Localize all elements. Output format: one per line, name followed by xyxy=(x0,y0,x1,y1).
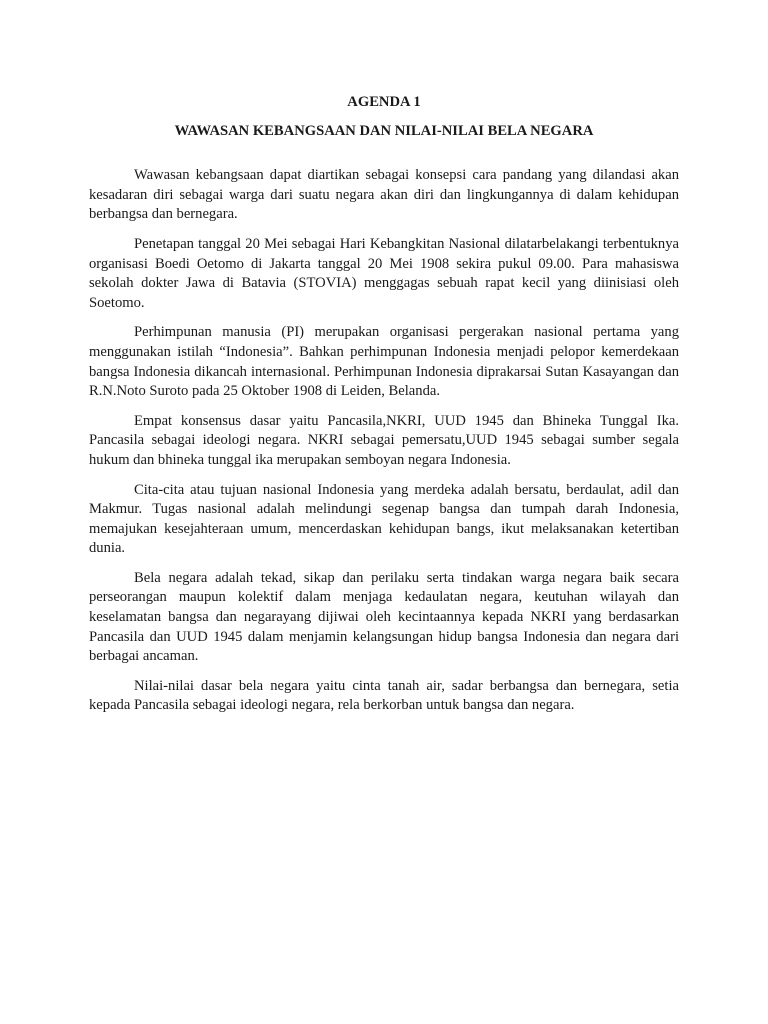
paragraph-hari-kebangkitan-nasional: Penetapan tanggal 20 Mei sebagai Hari Kebangkitan Nasional dilatarbelakangi terbentuknya organisasi Boedi Oetomo di Jakarta tanggal 20 Mei 1908 sekira pukul 09.00. Para mahasiswa sekolah dokter Jawa di Batavia (STOVIA) menggagas sebuah rapat kecil yang diinisiasi oleh Soetomo. xyxy=(89,235,679,311)
paragraph-bela-negara: Bela negara adalah tekad, sikap dan perilaku serta tindakan warga negara baik secara perseorangan maupun kolektif dalam menjaga kedaulatan negara, keutuhan wilayah dan keselamatan bangsa dan negarayang dijiwai oleh kecintaannya kepada NKRI yang berdasarkan Pancasila dan UUD 1945 dalam menjamin kelangsungan hidup bangsa Indonesia dan negara dari berbagai ancaman. xyxy=(89,569,679,665)
paragraph-nilai-dasar-bela-negara: Nilai-nilai dasar bela negara yaitu cinta tanah air, sadar berbangsa dan bernegara, setia kepada Pancasila sebagai ideologi negara, rela berkorban untuk bangsa dan negara. xyxy=(89,677,679,714)
paragraph-perhimpunan-indonesia: Perhimpunan manusia (PI) merupakan organisasi pergerakan nasional pertama yang menggunakan istilah “Indonesia”. Bahkan perhimpunan Indonesia menjadi pelopor kemerdekaan bangsa Indonesia dikancah internasional. Perhimpunan Indonesia diprakarsai Sutan Kasayangan dan R.N.Noto Suroto pada 25 Oktober 1908 di Leiden, Belanda. xyxy=(89,324,679,400)
agenda-label: AGENDA 1 xyxy=(347,94,421,110)
paragraph-wawasan-kebangsaan: Wawasan kebangsaan dapat diartikan sebagai konsepsi cara pandang yang dilandasi akan kesadaran diri sebagai warga dari suatu negara akan diri dan lingkungannya di dalam kehidupan berbangsa dan bernegara. xyxy=(89,167,679,223)
paragraph-empat-konsensus: Empat konsensus dasar yaitu Pancasila,NKRI, UUD 1945 dan Bhineka Tunggal Ika. Pancasila sebagai ideologi negara. NKRI sebagai pemersatu,UUD 1945 sebagai sumber segala hukum dan bhineka tunggal ika merupakan semboyan negara Indonesia. xyxy=(89,412,679,468)
document-title: WAWASAN KEBANGSAAN DAN NILAI-NILAI BELA NEGARA xyxy=(174,122,594,139)
paragraph-tujuan-nasional: Cita-cita atau tujuan nasional Indonesia yang merdeka adalah bersatu, berdaulat, adil dan Makmur. Tugas nasional adalah melindungi segenap bangsa dan tumpah darah Indonesia, memajukan kesejahteraan umum, mencerdaskan kehidupan bangs, ikut melaksanakan ketertiban dunia. xyxy=(89,481,679,557)
